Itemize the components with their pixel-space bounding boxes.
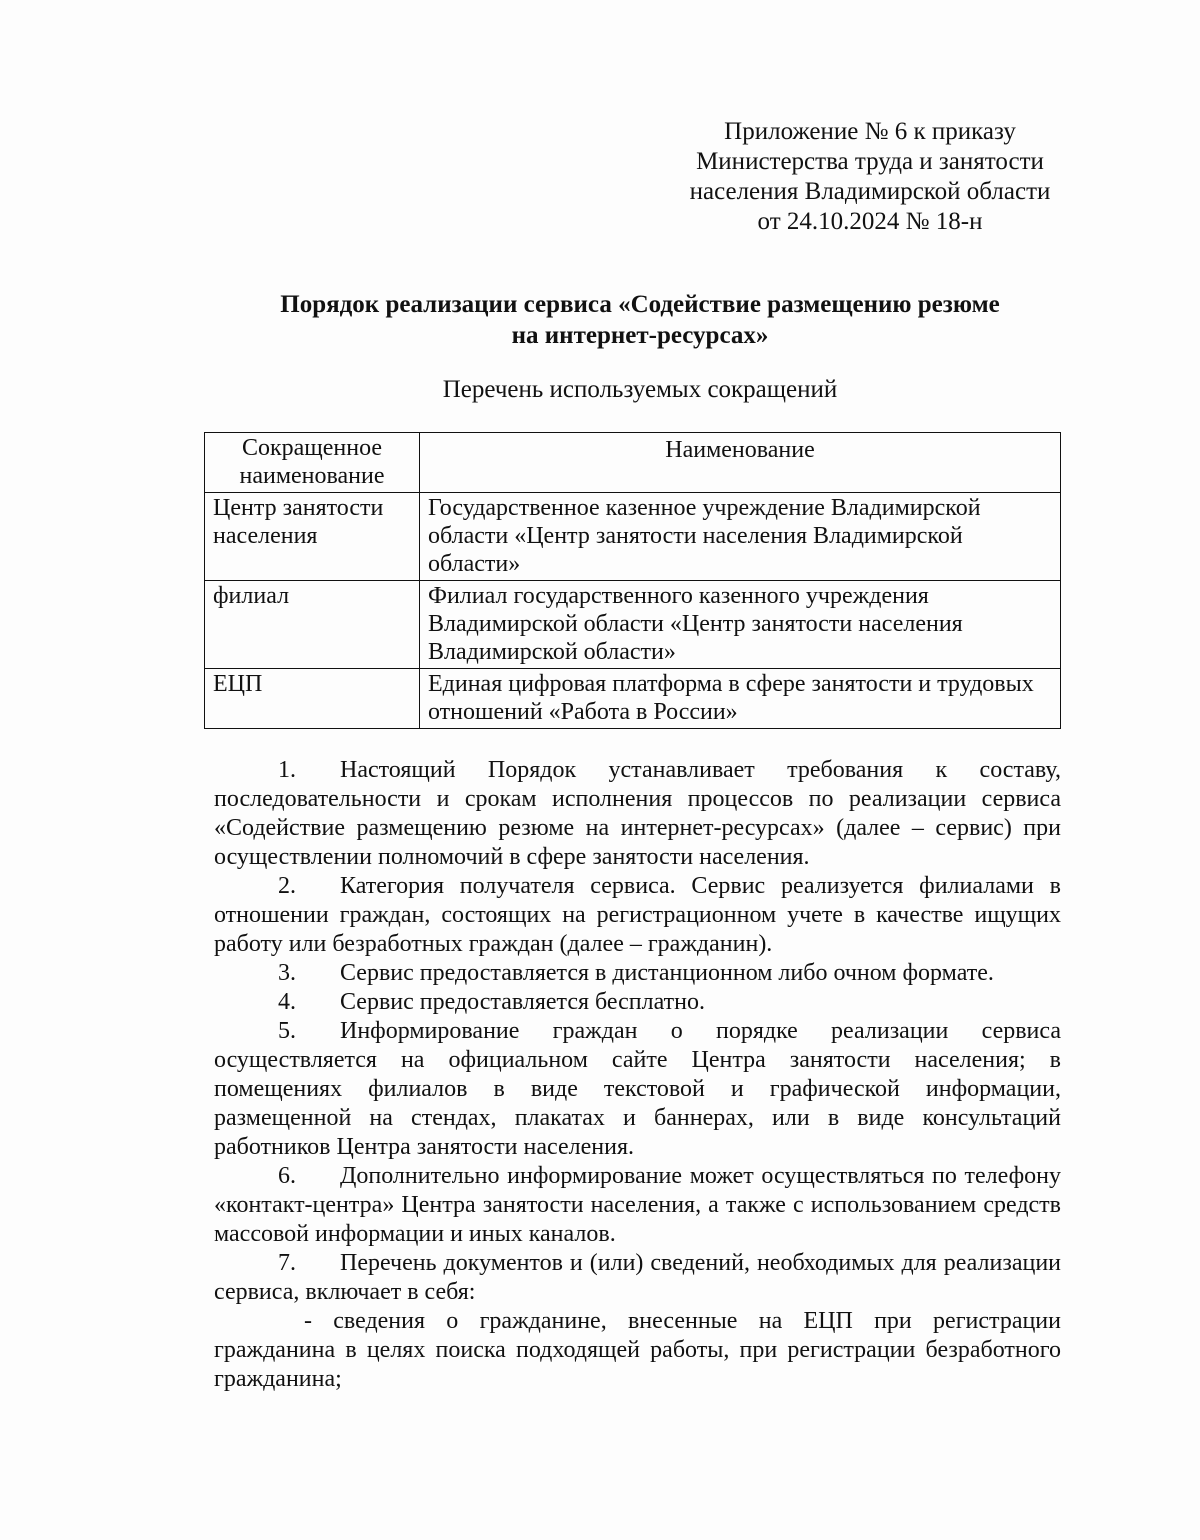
- bullet-item: - сведения о гражданине, внесенные на ЕЦП при регистрации гражданина в целях поиска подходящей работы, при регистрации безработного гражданина;: [214, 1308, 1061, 1392]
- paragraph-number: 4.: [278, 989, 296, 1015]
- table-row: [205, 581, 1061, 669]
- paragraph-number: 3.: [278, 960, 296, 986]
- paragraph-number: 1.: [278, 757, 296, 783]
- appendix-line-3: населения Владимирской области: [689, 178, 1051, 205]
- abbreviations-table: [204, 432, 1061, 729]
- paragraph: [214, 1249, 1061, 1307]
- paragraph-text: Дополнительно информирование может осуществляться по телефону «контакт-центра» Центра занятости населения, а также с использованием средств массовой информации и иных каналов.: [214, 1163, 1061, 1247]
- paragraph: [214, 756, 1061, 872]
- title-line-2: на интернет-ресурсах»: [511, 322, 769, 349]
- abbreviations-heading: Перечень используемых сокращений: [442, 376, 838, 403]
- header-short-name: Сокращенное наименование: [205, 433, 420, 493]
- cell-full: Единая цифровая платформа в сфере занятости и трудовых отношений «Работа в России»: [420, 669, 1061, 729]
- paragraph-text: Сервис предоставляется в дистанционном либо очном формате.: [340, 960, 994, 986]
- table-row: [205, 669, 1061, 729]
- cell-short: филиал: [205, 581, 420, 669]
- paragraph-text: Информирование граждан о порядке реализации сервиса осуществляется на официальном сайте Центра занятости населения; в помещениях филиалов в виде текстовой и графической информации, размещенной на стендах, плакатах и баннерах, или в виде консультаций работников Центра занятости населения.: [214, 1018, 1061, 1160]
- paragraph: [214, 1162, 1061, 1249]
- cell-short: ЕЦП: [205, 669, 420, 729]
- paragraph-number: 7.: [278, 1250, 296, 1276]
- paragraph-number: 2.: [278, 873, 296, 899]
- cell-full: Филиал государственного казенного учреждения Владимирской области «Центр занятости населения Владимирской области»: [420, 581, 1061, 669]
- appendix-line-2: Министерства труда и занятости: [696, 148, 1044, 175]
- paragraph-number: 6.: [278, 1163, 296, 1189]
- appendix-line-1: Приложение № 6 к приказу: [724, 118, 1016, 145]
- paragraph: [214, 959, 1061, 988]
- table-header-row: [205, 433, 1061, 493]
- table-row: [205, 493, 1061, 581]
- paragraph: [214, 872, 1061, 959]
- title-line-1: Порядок реализации сервиса «Содействие размещению резюме: [280, 291, 1000, 318]
- paragraph: [214, 988, 1061, 1017]
- appendix-line-4: от 24.10.2024 № 18-н: [757, 208, 983, 235]
- paragraph-number: 5.: [278, 1018, 296, 1044]
- appendix-reference: [660, 117, 1080, 237]
- cell-short: Центр занятости населения: [205, 493, 420, 581]
- document-title: [200, 289, 1080, 351]
- paragraph-text: Настоящий Порядок устанавливает требования к составу, последовательности и срокам исполнения процессов по реализации сервиса «Содействие размещению резюме на интернет-ресурсах» (далее – сервис) при осуществлении полномочий в сфере занятости населения.: [214, 757, 1061, 870]
- paragraph-text: Сервис предоставляется бесплатно.: [340, 989, 705, 1015]
- paragraph-text: Перечень документов и (или) сведений, необходимых для реализации сервиса, включает в себя:: [214, 1250, 1061, 1305]
- cell-full: Государственное казенное учреждение Владимирской области «Центр занятости населения Владимирской области»: [420, 493, 1061, 581]
- document-body: [214, 756, 1061, 1394]
- paragraph: [214, 1017, 1061, 1162]
- paragraph-text: Категория получателя сервиса. Сервис реализуется филиалами в отношении граждан, состоящих на регистрационном учете в качестве ищущих работу или безработных граждан (далее – гражданин).: [214, 873, 1061, 957]
- header-full-name: Наименование: [420, 433, 1061, 493]
